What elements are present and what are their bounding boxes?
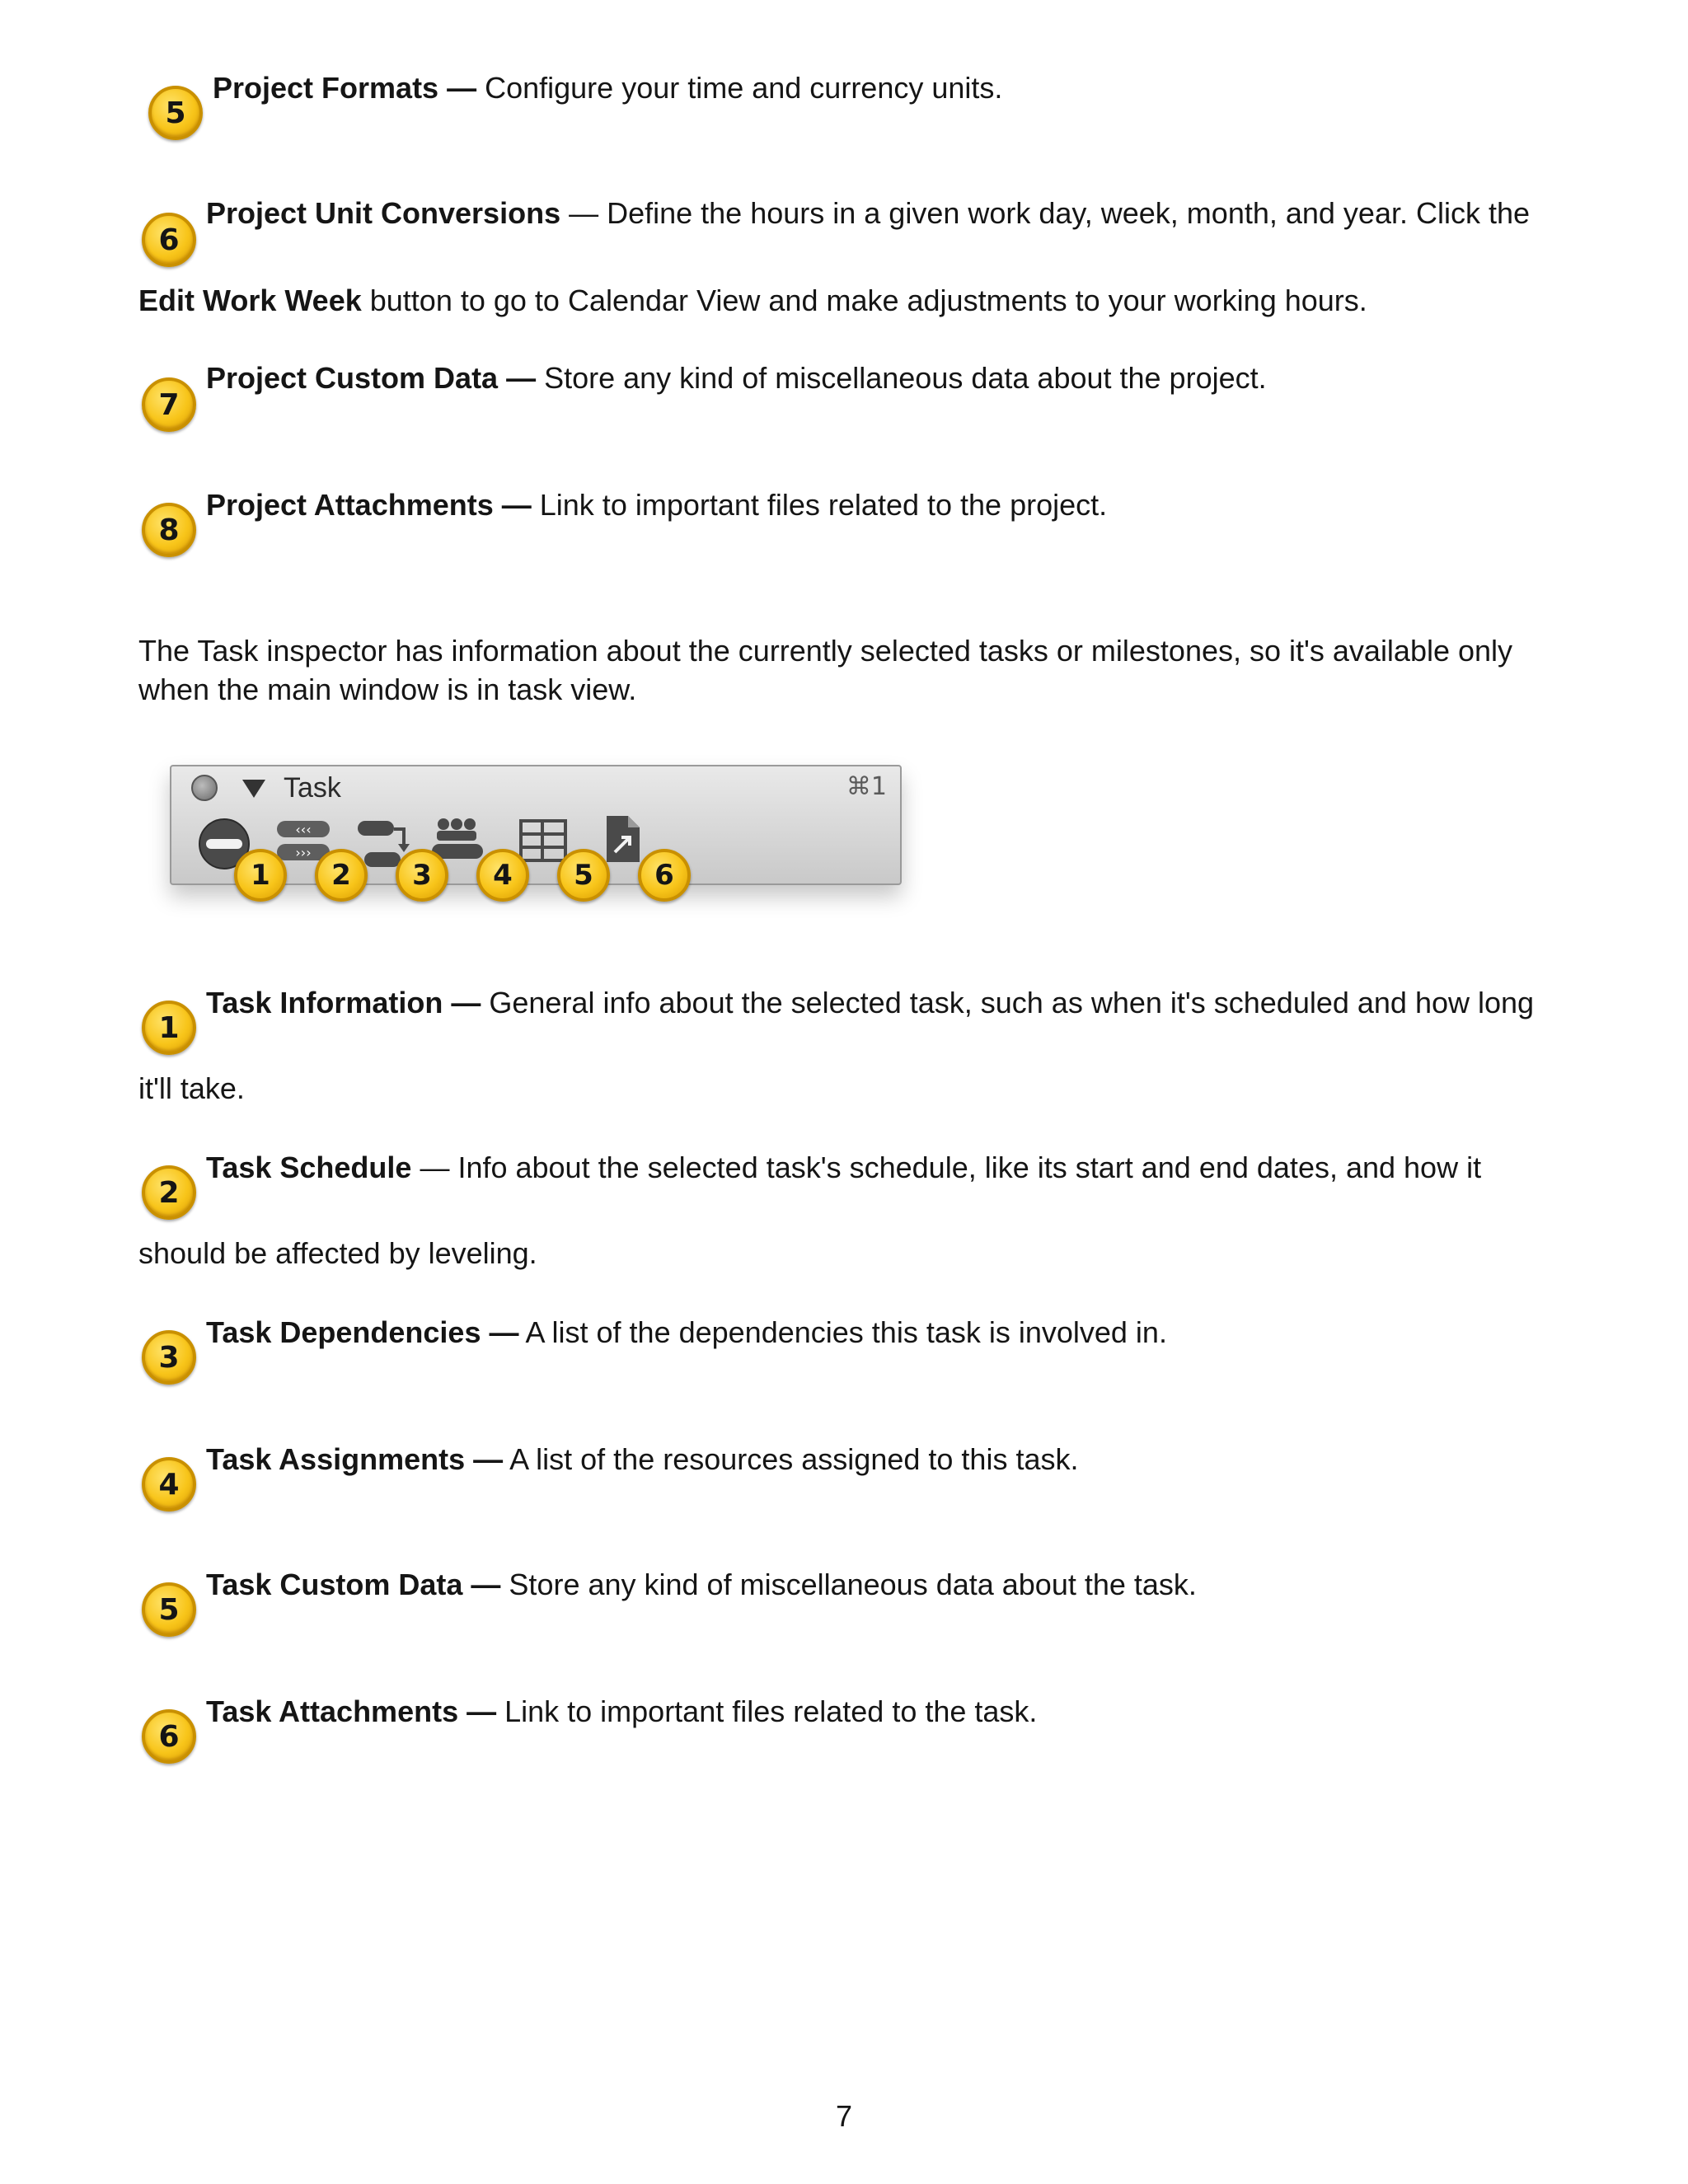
inspector-shortcut: ⌘1 [846, 772, 887, 801]
item-title: Task Information — [206, 986, 481, 1019]
callout-badge-8: 8 [142, 503, 196, 557]
callout-badge-5b: 5 [142, 1582, 196, 1637]
item-description: A list of the resources assigned to this task. [503, 1442, 1079, 1476]
inspector-badge-2: 2 [315, 849, 368, 902]
item-continuation: it'll take. [138, 1071, 245, 1105]
inspector-badge-5: 5 [557, 849, 610, 902]
item-task-dependencies [206, 1314, 1167, 1352]
edit-work-week-label: Edit Work Week [138, 284, 362, 317]
intro-line-2: when the main window is in task view. [138, 673, 637, 706]
callout-badge-6b: 6 [142, 1709, 196, 1764]
item-project-custom-data [206, 359, 1267, 397]
item-title: Project Unit Conversions [206, 196, 561, 230]
item-project-formats [213, 69, 1002, 107]
inspector-badge-3: 3 [396, 849, 448, 902]
item-description: A list of the dependencies this task is involved in. [518, 1315, 1167, 1349]
svg-text:›››: ››› [295, 845, 312, 860]
item-title: Task Dependencies — [206, 1315, 519, 1349]
item-title: Task Custom Data — [206, 1568, 501, 1601]
item-description: Link to important files related to the project. [531, 488, 1108, 522]
item-title: Project Formats — [213, 71, 477, 105]
item-description: — Define the hours in a given work day, week, month, and year. Click the [560, 196, 1531, 230]
item-title: Task Assignments — [206, 1442, 504, 1476]
item-continuation-text: button to go to Calendar View and make adjustments to your working hours. [361, 284, 1367, 317]
svg-text:‹‹‹: ‹‹‹ [295, 822, 312, 837]
task-assignments-icon [432, 818, 483, 859]
item-continuation: should be affected by leveling. [138, 1236, 537, 1270]
item-description: Link to important files related to the task. [496, 1694, 1038, 1728]
inspector-badge-1: 1 [234, 849, 287, 902]
item-project-unit-conversions [206, 194, 1530, 232]
item-description: Configure your time and currency units. [476, 71, 1003, 105]
inspector-badge-4: 4 [476, 849, 529, 902]
item-description: General info about the selected task, such as when it's scheduled and how long [481, 986, 1535, 1019]
callout-badge-4: 4 [142, 1457, 196, 1511]
intro-line-1: The Task inspector has information about the currently selected tasks or milestones, so it's available only [138, 634, 1513, 668]
item-description: Store any kind of miscellaneous data about the task. [500, 1568, 1197, 1601]
item-task-schedule [206, 1149, 1481, 1187]
item-description: — Info about the selected task's schedule, like its start and end dates, and how it [411, 1151, 1482, 1184]
item-title: Project Custom Data — [206, 361, 537, 395]
page-number: 7 [835, 2099, 853, 2133]
item-task-attachments [206, 1693, 1037, 1731]
item-description: Store any kind of miscellaneous data about the project. [536, 361, 1267, 395]
item-continuation [138, 282, 1367, 320]
item-title: Task Attachments — [206, 1694, 497, 1728]
inspector-title: Task [284, 772, 341, 804]
task-attachments-icon [607, 816, 640, 862]
callout-badge-7: 7 [142, 377, 196, 432]
callout-badge-5: 5 [148, 86, 203, 140]
inspector-badge-6: 6 [638, 849, 691, 902]
task-custom-data-icon [521, 821, 565, 860]
callout-badge-6: 6 [142, 213, 196, 267]
callout-badge-3: 3 [142, 1330, 196, 1385]
callout-badge-2: 2 [142, 1165, 196, 1220]
task-schedule-icon [277, 821, 330, 860]
item-title: Task Schedule [206, 1151, 412, 1184]
item-task-custom-data [206, 1566, 1197, 1604]
task-inspector-intro [138, 631, 1589, 709]
callout-badge-1: 1 [142, 1001, 196, 1055]
item-project-attachments [206, 486, 1107, 524]
item-title: Project Attachments — [206, 488, 532, 522]
item-task-assignments [206, 1441, 1078, 1479]
item-task-information [206, 984, 1534, 1022]
task-inspector-screenshot [170, 765, 902, 892]
